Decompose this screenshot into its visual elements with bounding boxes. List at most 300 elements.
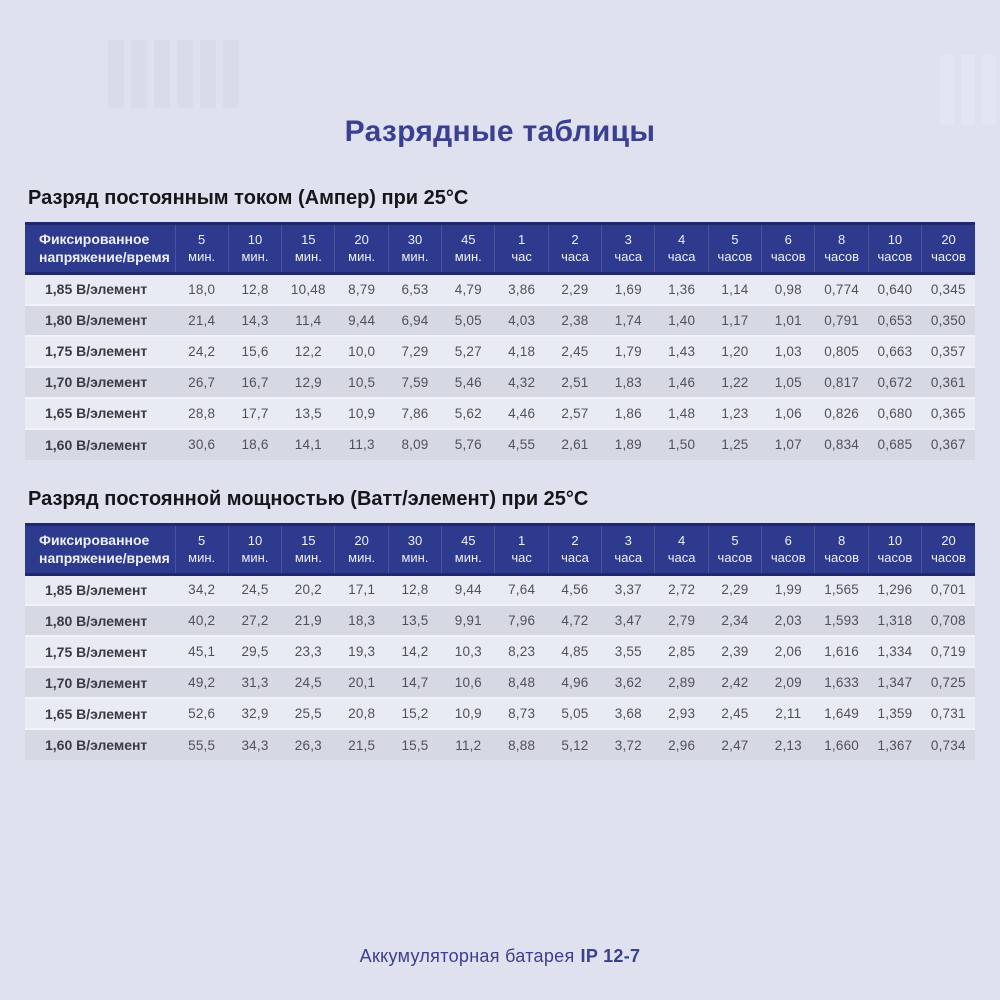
footer-model-number: IP 12-7: [580, 946, 641, 966]
data-cell: 10,5: [348, 374, 376, 390]
column-header: [762, 224, 815, 274]
column-header-unit: мин.: [401, 249, 429, 264]
data-cell: 2,85: [668, 644, 696, 659]
data-cell: 34,3: [241, 737, 269, 753]
column-header-value: 10: [887, 232, 903, 247]
data-cell: 24,2: [188, 343, 216, 359]
data-cell: 2,11: [775, 706, 802, 721]
data-cell: 18,0: [188, 281, 216, 297]
data-cell: 3,62: [614, 675, 642, 690]
data-cell: 28,8: [188, 405, 216, 421]
column-header-unit: часов: [824, 549, 859, 565]
data-cell: 1,593: [824, 613, 859, 628]
decorative-bars-right: [940, 55, 996, 125]
data-cell: 4,85: [561, 644, 589, 659]
column-header-unit: мин.: [241, 549, 269, 565]
column-header-unit: мин.: [348, 549, 376, 565]
data-cell: 0,350: [930, 312, 966, 328]
column-header-value: 10: [247, 532, 263, 548]
table-row: [25, 698, 975, 729]
constant-power-table: [25, 523, 975, 761]
data-cell: 10,3: [454, 644, 482, 659]
data-cell: 1,74: [614, 312, 642, 328]
data-cell: 5,27: [454, 343, 482, 359]
data-cell: 5,62: [454, 405, 482, 421]
column-header-value: 30: [407, 532, 423, 548]
column-header-unit: мин.: [454, 549, 482, 565]
data-cell: 11,3: [348, 437, 375, 452]
data-cell: 5,46: [454, 374, 482, 390]
data-cell: 7,96: [508, 613, 536, 628]
data-cell: 21,4: [188, 312, 216, 328]
data-cell: 3,55: [614, 644, 642, 659]
column-header-value: 6: [784, 232, 792, 247]
column-header: [442, 224, 495, 274]
data-cell: 1,23: [721, 405, 749, 421]
data-cell: 12,8: [241, 281, 269, 297]
data-cell: 2,45: [561, 343, 589, 359]
column-header: [922, 524, 975, 574]
constant-current-table: [25, 222, 975, 460]
column-header: [868, 224, 921, 274]
data-cell: 2,09: [774, 675, 802, 690]
column-header: [548, 224, 601, 274]
data-cell: 5,05: [454, 312, 482, 328]
column-header-unit: часов: [877, 249, 913, 264]
data-cell: 5,12: [561, 737, 589, 753]
column-header-unit: часа: [561, 249, 589, 264]
data-cell: 4,96: [561, 675, 589, 690]
data-cell: 1,633: [824, 675, 859, 690]
column-header-unit: часов: [931, 249, 966, 264]
column-header-unit: часов: [931, 549, 966, 565]
data-cell: 0,367: [930, 437, 966, 452]
data-cell: 1,50: [668, 437, 696, 452]
data-cell: 6,94: [401, 312, 429, 328]
data-cell: 0,725: [930, 675, 966, 690]
corner-header-line: Фиксированное: [39, 531, 150, 548]
table-row: [25, 729, 975, 760]
data-cell: 52,6: [188, 706, 216, 721]
column-header-value: 8: [837, 532, 846, 548]
column-header: [655, 224, 708, 274]
data-cell: 7,29: [401, 343, 429, 359]
data-cell: 18,3: [348, 613, 376, 628]
column-header-unit: мин.: [454, 249, 482, 264]
column-header: [175, 524, 228, 574]
column-header: [602, 524, 655, 574]
column-header-unit: мин.: [188, 549, 216, 565]
data-cell: 2,47: [721, 737, 749, 753]
data-cell: 2,29: [561, 281, 589, 297]
data-cell: 0,826: [824, 405, 859, 421]
data-cell: 17,7: [241, 405, 269, 421]
data-cell: 1,48: [668, 405, 696, 421]
data-cell: 2,45: [721, 706, 749, 721]
data-cell: 29,5: [241, 644, 269, 659]
column-header: [868, 524, 921, 574]
column-header-value: 10: [247, 232, 263, 247]
data-cell: 0,653: [877, 312, 913, 328]
data-cell: 0,640: [877, 281, 913, 297]
data-cell: 13,5: [294, 405, 322, 421]
column-header-unit: часа: [667, 249, 696, 264]
row-label: 1,75 В/элемент: [45, 643, 148, 660]
data-cell: 1,359: [877, 706, 913, 721]
data-cell: 3,37: [614, 582, 642, 598]
column-header-unit: часа: [614, 549, 643, 565]
column-header-value: 5: [731, 532, 739, 548]
page-footer: [0, 946, 1000, 967]
column-header-unit: мин.: [241, 249, 269, 264]
column-header-unit: часов: [770, 549, 806, 565]
data-cell: 14,2: [401, 644, 429, 659]
data-cell: 1,79: [614, 343, 642, 359]
data-cell: 8,88: [508, 737, 536, 753]
data-cell: 9,44: [454, 582, 482, 598]
data-cell: 3,68: [614, 706, 642, 721]
column-header: [282, 524, 335, 574]
data-cell: 0,345: [930, 281, 966, 297]
table-row: [25, 636, 975, 667]
column-header-value: 30: [407, 232, 423, 247]
column-header-unit: час: [511, 249, 532, 264]
table-row: [25, 274, 975, 305]
data-cell: 2,89: [668, 675, 696, 690]
data-cell: 0,791: [824, 312, 859, 328]
data-cell: 30,6: [188, 437, 216, 452]
data-cell: 1,367: [877, 737, 913, 753]
column-header-value: 8: [837, 232, 846, 247]
data-cell: 2,96: [668, 737, 696, 753]
data-cell: 5,76: [454, 437, 482, 452]
data-cell: 16,7: [241, 374, 269, 390]
data-cell: 14,7: [401, 675, 429, 690]
corner-header: [25, 224, 175, 274]
column-header-value: 20: [941, 532, 956, 548]
column-header-value: 3: [624, 532, 632, 548]
data-cell: 4,46: [508, 405, 536, 421]
data-cell: 8,48: [508, 675, 536, 690]
decorative-bars-left: [108, 40, 239, 108]
data-cell: 1,07: [774, 437, 802, 452]
data-cell: 20,8: [348, 706, 376, 721]
data-cell: 20,1: [348, 675, 376, 690]
data-cell: 32,9: [241, 706, 269, 721]
data-cell: 1,86: [614, 405, 642, 421]
column-header-unit: мин.: [188, 249, 216, 264]
column-header-unit: часа: [614, 249, 643, 264]
column-header: [175, 224, 228, 274]
data-cell: 7,64: [508, 582, 536, 598]
row-label: 1,65 В/элемент: [45, 705, 148, 722]
column-header-unit: часов: [770, 249, 806, 264]
column-header-unit: часа: [667, 549, 696, 565]
data-cell: 2,39: [721, 644, 749, 659]
data-cell: 1,22: [721, 374, 749, 390]
row-label: 1,60 В/элемент: [45, 737, 148, 753]
data-cell: 1,06: [774, 405, 802, 421]
data-cell: 18,6: [241, 437, 269, 452]
data-cell: 1,36: [668, 281, 696, 297]
data-cell: 15,2: [401, 706, 429, 721]
data-cell: 34,2: [188, 582, 216, 598]
data-cell: 8,09: [401, 437, 429, 452]
data-cell: 40,2: [188, 613, 216, 628]
column-header: [922, 224, 975, 274]
column-header: [228, 224, 281, 274]
data-cell: 4,32: [508, 374, 536, 390]
column-header: [495, 224, 548, 274]
data-cell: 7,86: [401, 405, 429, 421]
column-header-unit: часов: [717, 549, 753, 565]
data-cell: 24,5: [294, 675, 322, 690]
data-cell: 0,708: [930, 613, 966, 628]
data-cell: 0,685: [877, 437, 913, 452]
data-cell: 24,5: [241, 582, 269, 598]
column-header: [442, 524, 495, 574]
row-label: 1,85 В/элемент: [45, 281, 148, 298]
data-cell: 0,672: [877, 374, 913, 390]
table-row: [25, 336, 975, 367]
data-cell: 0,365: [930, 405, 966, 421]
column-header-value: 3: [624, 232, 632, 247]
column-header: [708, 524, 761, 574]
column-header: [388, 224, 441, 274]
column-header-value: 20: [354, 232, 369, 247]
column-header: [708, 224, 761, 274]
data-cell: 2,51: [561, 374, 589, 390]
column-header: [388, 524, 441, 574]
column-header-value: 20: [354, 532, 369, 548]
table-row: [25, 367, 975, 398]
page-title: Разрядные таблицы: [344, 115, 656, 148]
data-cell: 25,5: [294, 706, 322, 721]
table-row: [25, 574, 975, 605]
data-cell: 10,9: [454, 706, 482, 721]
column-header-unit: час: [511, 549, 532, 565]
row-label: 1,60 В/элемент: [45, 436, 148, 453]
table-row: [25, 429, 975, 460]
data-cell: 8,23: [508, 644, 536, 659]
data-cell: 0,817: [824, 374, 859, 390]
column-header: [815, 524, 868, 574]
column-header-unit: мин.: [294, 249, 322, 264]
section-heading-constant-power: Разряд постоянной мощностью (Ватт/элемент) при 25°C: [28, 487, 589, 510]
table-header-row: [25, 224, 975, 274]
data-cell: 11,4: [295, 312, 322, 328]
data-cell: 14,3: [241, 312, 269, 328]
column-header-unit: мин.: [401, 549, 429, 565]
column-header: [335, 524, 388, 574]
data-cell: 1,318: [877, 613, 913, 628]
data-cell: 2,06: [774, 644, 802, 659]
column-header-value: 45: [461, 232, 476, 247]
data-cell: 2,79: [668, 613, 696, 628]
data-cell: 1,03: [774, 343, 802, 359]
table-row: [25, 398, 975, 429]
data-cell: 3,47: [614, 613, 642, 628]
data-cell: 2,29: [721, 582, 749, 598]
corner-header-line: напряжение/время: [39, 549, 170, 566]
data-cell: 5,05: [561, 706, 589, 721]
row-label: 1,70 В/элемент: [45, 374, 148, 390]
column-header-value: 2: [571, 532, 579, 548]
data-cell: 27,2: [241, 613, 269, 628]
data-cell: 14,1: [294, 437, 322, 452]
column-header: [602, 224, 655, 274]
data-cell: 1,83: [614, 374, 642, 390]
data-cell: 1,565: [824, 582, 859, 598]
column-header: [762, 524, 815, 574]
data-cell: 1,25: [721, 437, 749, 452]
data-cell: 1,334: [877, 644, 913, 659]
table-row: [25, 667, 975, 698]
data-cell: 0,719: [930, 644, 966, 659]
column-header-value: 2: [571, 232, 579, 247]
data-cell: 10,9: [348, 405, 376, 421]
data-cell: 1,40: [668, 312, 696, 328]
data-cell: 4,18: [508, 343, 536, 359]
data-cell: 6,53: [401, 281, 429, 297]
table-row: [25, 605, 975, 636]
column-header: [495, 524, 548, 574]
column-header: [228, 524, 281, 574]
data-cell: 1,99: [774, 582, 802, 598]
column-header-unit: часов: [824, 249, 859, 264]
column-header-unit: мин.: [294, 549, 322, 565]
data-cell: 4,56: [561, 582, 589, 598]
data-cell: 2,38: [561, 312, 589, 328]
data-cell: 0,680: [877, 405, 913, 421]
data-cell: 0,701: [930, 582, 966, 598]
column-header-value: 15: [301, 532, 316, 548]
data-cell: 1,296: [877, 582, 913, 598]
column-header-unit: часов: [717, 249, 753, 264]
data-cell: 2,13: [774, 737, 802, 753]
table-header-row: [25, 524, 975, 574]
data-cell: 1,660: [824, 737, 859, 753]
data-cell: 20,2: [294, 582, 322, 598]
column-header-unit: часа: [561, 549, 589, 565]
data-cell: 12,9: [294, 374, 322, 390]
data-cell: 17,1: [348, 582, 376, 598]
data-cell: 8,73: [508, 706, 536, 721]
data-cell: 1,69: [614, 281, 642, 297]
data-cell: 3,86: [508, 281, 536, 297]
data-cell: 1,649: [824, 706, 859, 721]
data-cell: 1,347: [877, 675, 913, 690]
column-header-value: 6: [784, 532, 792, 548]
data-cell: 12,8: [401, 582, 429, 598]
data-cell: 45,1: [188, 644, 216, 659]
data-cell: 1,05: [774, 374, 802, 390]
data-cell: 0,834: [824, 437, 859, 452]
data-cell: 1,46: [668, 374, 696, 390]
column-header-value: 15: [301, 232, 316, 247]
data-cell: 10,0: [348, 343, 376, 359]
data-cell: 26,7: [188, 374, 216, 390]
data-cell: 2,03: [774, 613, 802, 628]
column-header: [655, 524, 708, 574]
data-cell: 15,6: [241, 343, 269, 359]
data-cell: 1,89: [614, 437, 642, 452]
data-cell: 1,14: [721, 281, 749, 297]
data-cell: 1,01: [774, 312, 802, 328]
data-cell: 1,43: [668, 343, 696, 359]
corner-header-line: напряжение/время: [39, 249, 170, 265]
data-cell: 2,57: [561, 405, 589, 421]
data-cell: 31,3: [241, 675, 269, 690]
column-header-value: 10: [887, 532, 903, 548]
data-cell: 0,663: [877, 343, 913, 359]
row-label: 1,70 В/элемент: [45, 674, 148, 691]
column-header-value: 1: [518, 232, 526, 247]
column-header-value: 5: [731, 232, 739, 247]
data-cell: 55,5: [188, 737, 216, 753]
corner-header-line: Фиксированное: [39, 231, 150, 247]
data-cell: 0,731: [930, 706, 966, 721]
data-cell: 0,357: [930, 343, 966, 359]
data-cell: 12,2: [294, 343, 322, 359]
column-header: [815, 224, 868, 274]
footer-label: Аккумуляторная батарея: [359, 946, 575, 966]
column-header-value: 5: [198, 232, 206, 247]
data-cell: 21,5: [348, 737, 376, 753]
column-header-value: 20: [941, 232, 956, 247]
data-cell: 10,48: [290, 281, 326, 297]
data-cell: 11,2: [455, 737, 482, 753]
row-label: 1,75 В/элемент: [45, 343, 148, 359]
data-cell: 7,59: [401, 374, 429, 390]
data-cell: 13,5: [401, 613, 429, 628]
column-header-value: 5: [198, 532, 206, 548]
data-cell: 1,616: [824, 644, 859, 659]
section-heading-constant-current: Разряд постоянным током (Ампер) при 25°C: [28, 187, 469, 209]
column-header-value: 4: [678, 532, 686, 548]
data-cell: 0,734: [930, 737, 966, 753]
column-header-value: 4: [678, 232, 686, 247]
column-header: [335, 224, 388, 274]
data-cell: 4,72: [561, 613, 589, 628]
data-cell: 2,34: [721, 613, 749, 628]
data-cell: 2,61: [561, 437, 589, 452]
column-header-unit: мин.: [348, 249, 376, 264]
row-label: 1,85 В/элемент: [45, 581, 148, 598]
data-cell: 0,361: [930, 374, 966, 390]
data-cell: 8,79: [348, 281, 376, 297]
data-cell: 23,3: [294, 644, 322, 659]
data-cell: 0,774: [824, 281, 859, 297]
row-label: 1,80 В/элемент: [45, 312, 148, 328]
corner-header: [25, 524, 175, 574]
row-label: 1,80 В/элемент: [45, 612, 148, 629]
data-cell: 4,55: [508, 437, 536, 452]
data-cell: 0,805: [824, 343, 859, 359]
column-header-unit: часов: [877, 549, 913, 565]
data-cell: 19,3: [348, 644, 376, 659]
column-header-value: 1: [518, 532, 526, 548]
column-header: [548, 524, 601, 574]
data-cell: 2,72: [668, 582, 696, 598]
data-cell: 2,93: [668, 706, 696, 721]
table-row: [25, 305, 975, 336]
data-cell: 10,6: [454, 675, 482, 690]
data-cell: 3,72: [614, 737, 642, 753]
data-cell: 1,17: [721, 312, 749, 328]
data-cell: 1,20: [721, 343, 749, 359]
data-cell: 49,2: [188, 675, 216, 690]
